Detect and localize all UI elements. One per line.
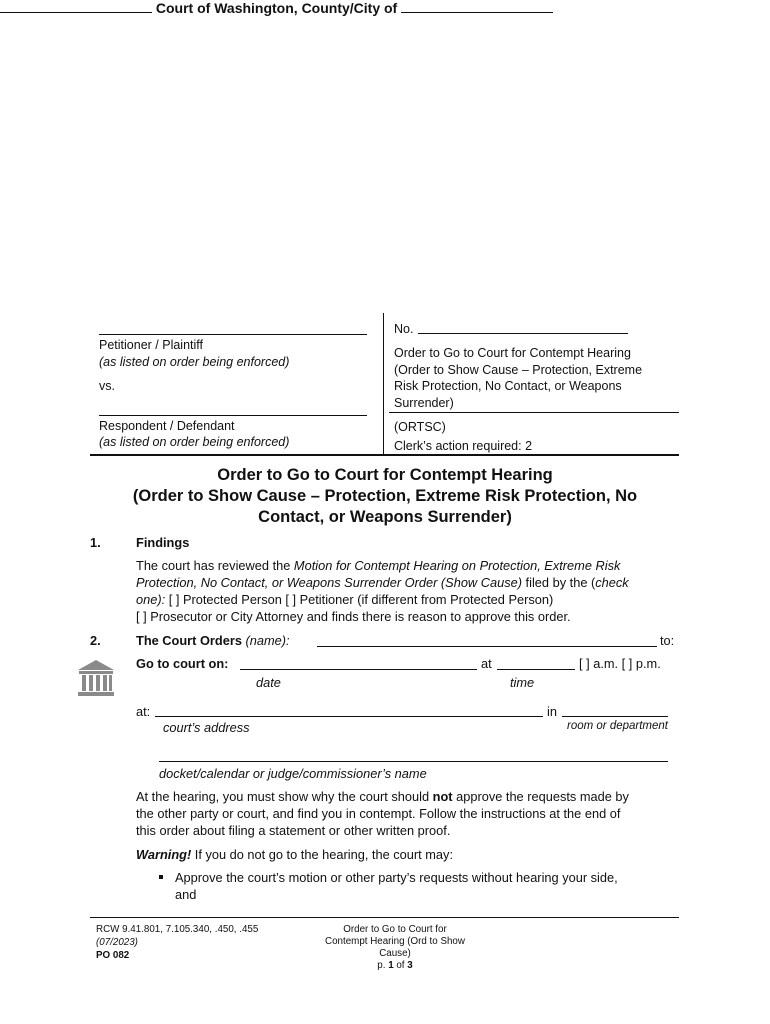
doc-title-line-3: Risk Protection, No Contact, or Weapons xyxy=(394,379,622,393)
footer-date: (07/2023) xyxy=(96,937,138,948)
am-pm-checkboxes[interactable]: [ ] a.m. [ ] p.m. xyxy=(579,656,661,671)
page-prefix: p. xyxy=(377,960,389,971)
petitioner-label: Petitioner / Plaintiff xyxy=(99,338,203,352)
room-field[interactable] xyxy=(562,716,668,717)
section-1-title: Findings xyxy=(136,535,190,550)
in-label: in xyxy=(547,704,557,719)
page-total: 3 xyxy=(407,960,413,971)
caption-divider xyxy=(383,313,384,454)
footer-rule xyxy=(90,917,679,918)
motion-title-cont: Protection, No Contact, or Weapons Surrender Order (Show Cause) xyxy=(136,575,522,590)
findings-line-3[interactable] xyxy=(136,591,553,608)
county-blank-right[interactable] xyxy=(401,0,553,13)
check-text: check xyxy=(595,575,629,590)
court-header-line xyxy=(0,0,770,16)
footer-title-line-1: Order to Go to Court for xyxy=(343,924,447,935)
clerk-action: Clerk’s action required: 2 xyxy=(394,439,533,453)
petitioner-name-blank[interactable] xyxy=(99,334,367,335)
case-number-blank[interactable] xyxy=(418,333,628,334)
docket-caption: docket/calendar or judge/commissioner’s name xyxy=(159,766,427,781)
hearing-text-line-2: the other party or court, and find you in contempt. Follow the instructions at the end of xyxy=(136,806,621,821)
footer-form-no: PO 082 xyxy=(96,950,130,961)
date-caption: date xyxy=(256,675,281,690)
findings-line-4[interactable]: [ ] Prosecutor or City Attorney and finds there is reason to approve this order. xyxy=(136,609,571,624)
filed-by-text: filed by the ( xyxy=(521,575,596,590)
hearing-date-field[interactable] xyxy=(240,669,477,670)
page-title xyxy=(60,465,710,528)
one-text: one): xyxy=(136,592,166,607)
findings-line-2 xyxy=(136,574,629,591)
footer-rcw: RCW 9.41.801, 7.105.340, .450, .455 xyxy=(96,924,259,935)
not-emphasis: not xyxy=(432,789,453,804)
footer-doc-title xyxy=(300,924,490,972)
title-line-2: (Order to Show Cause – Protection, Extreme Risk Protection, No xyxy=(132,487,638,505)
versus-label: vs. xyxy=(99,379,115,393)
room-caption: room or department xyxy=(567,720,668,732)
court-orders-label: The Court Orders xyxy=(136,633,246,648)
court-address-field[interactable] xyxy=(155,716,543,717)
form-code: (ORTSC) xyxy=(394,420,446,434)
respondent-name-field[interactable] xyxy=(317,646,657,647)
bullet-icon xyxy=(159,875,163,879)
caption-bottom-rule xyxy=(90,454,679,456)
docket-field[interactable] xyxy=(159,761,668,762)
motion-title: Motion for Contempt Hearing on Protection, Extreme Risk xyxy=(293,558,621,573)
case-no-label: No. xyxy=(394,322,414,336)
county-blank-left[interactable] xyxy=(0,0,152,13)
bullet-1-line-1: Approve the court’s motion or other party’s requests without hearing your side, xyxy=(175,870,618,885)
findings-line-1 xyxy=(136,557,620,574)
hearing-text-line-3: this order about filing a statement or other written proof. xyxy=(136,823,451,838)
page-number xyxy=(300,960,490,972)
warning-text: If you do not go to the hearing, the court may: xyxy=(191,847,454,862)
go-to-court-label: Go to court on: xyxy=(136,656,229,671)
hearing-text-line-1 xyxy=(136,788,629,805)
page-current: 1 xyxy=(388,960,394,971)
warning-line xyxy=(136,846,453,863)
to-label: to: xyxy=(660,633,675,648)
hearing-text-b: approve the requests made by xyxy=(452,789,629,804)
footer-title-line-3: Cause) xyxy=(379,948,411,959)
petitioner-note: (as listed on order being enforced) xyxy=(99,355,290,369)
filer-checkboxes[interactable]: [ ] Protected Person [ ] Petitioner (if different from Protected Person) xyxy=(165,592,554,607)
court-orders-line xyxy=(136,632,290,649)
respondent-note: (as listed on order being enforced) xyxy=(99,435,290,449)
respondent-label: Respondent / Defendant xyxy=(99,419,235,433)
colon: : xyxy=(286,633,290,648)
address-at-label: at: xyxy=(136,704,151,719)
court-text: Court of Washington, County/City of xyxy=(155,0,398,16)
warning-label: Warning! xyxy=(136,847,192,862)
hearing-text-a: At the hearing, you must show why the court should xyxy=(136,789,433,804)
respondent-name-blank[interactable] xyxy=(99,415,367,416)
courthouse-icon xyxy=(76,658,116,698)
findings-text: The court has reviewed the xyxy=(136,558,294,573)
footer-title-line-2: Contempt Hearing (Ord to Show xyxy=(325,936,465,947)
title-line-1: Order to Go to Court for Contempt Hearing xyxy=(217,466,553,484)
title-line-3: Contact, or Weapons Surrender) xyxy=(258,508,512,526)
time-caption: time xyxy=(510,675,535,690)
bullet-1-line-2: and xyxy=(175,887,197,902)
name-hint: (name) xyxy=(245,633,287,648)
section-2-number: 2. xyxy=(90,633,101,648)
section-1-number: 1. xyxy=(90,535,101,550)
page-of: of xyxy=(393,960,408,971)
address-caption: court’s address xyxy=(163,720,250,735)
caption-right-rule xyxy=(389,412,679,413)
at-time-label: at xyxy=(481,656,492,671)
doc-title-line-4: Surrender) xyxy=(394,396,454,410)
doc-title-line-1: Order to Go to Court for Contempt Hearing xyxy=(394,346,631,360)
doc-title-line-2: (Order to Show Cause – Protection, Extreme xyxy=(394,363,643,377)
hearing-time-field[interactable] xyxy=(497,669,575,670)
